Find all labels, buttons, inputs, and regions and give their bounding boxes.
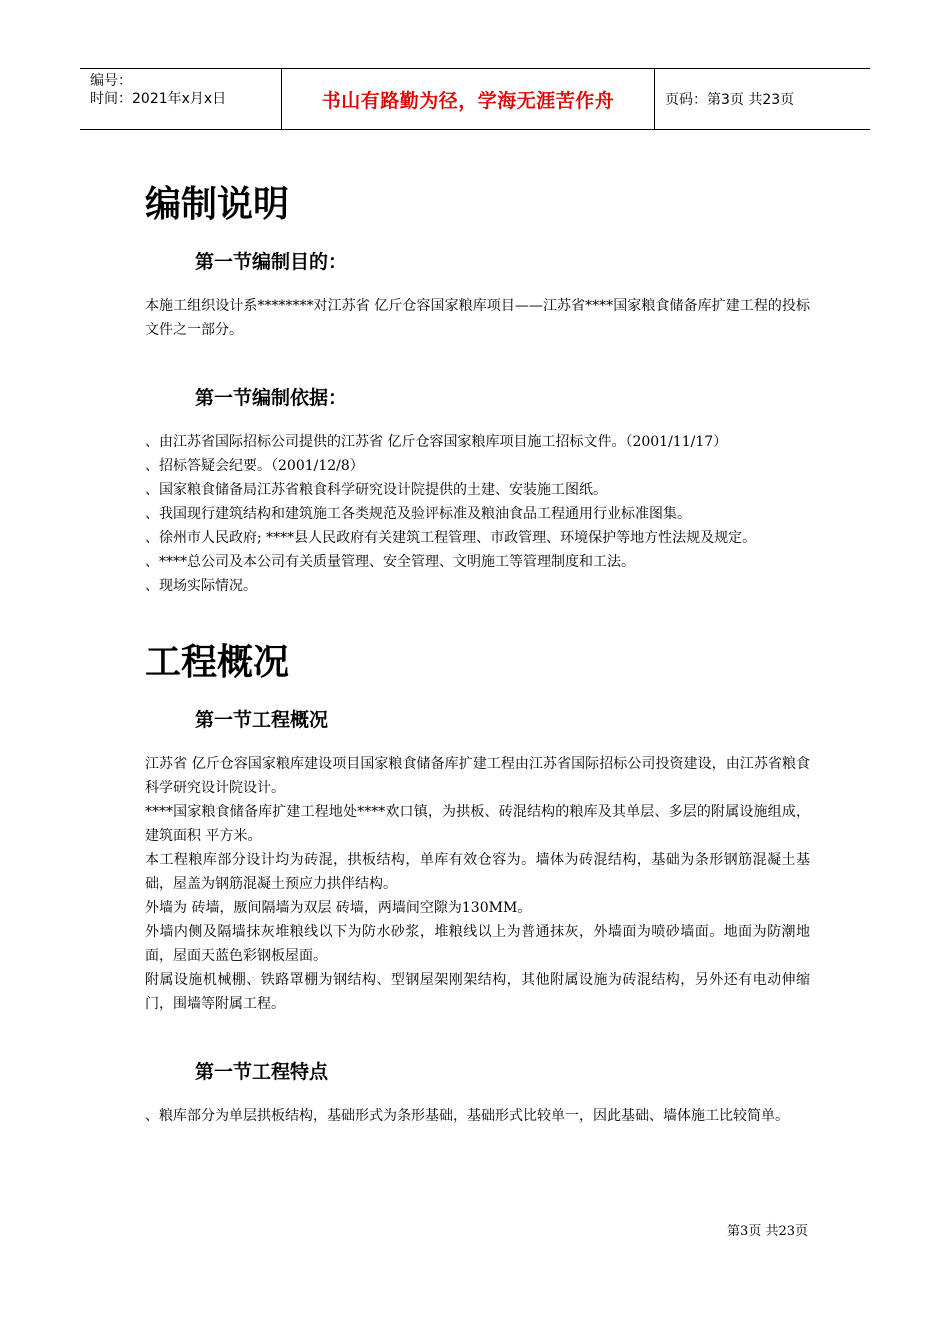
document-number-label: 编号： [90, 73, 132, 89]
paragraph: 本工程粮库部分设计均为砖混，拱板结构，单库有效仓容为。墙体为砖混结构，基础为条形钢筋混凝土基础，屋盖为钢筋混凝土预应力拱伴结构。 [145, 852, 810, 892]
list-item: 、由江苏省国际招标公司提供的江苏省 亿斤仓容国家粮库项目施工招标文件。（2001/11/17） [145, 434, 728, 450]
subsection-title-overview: 第一节工程概况 [195, 709, 329, 731]
header-motto: 书山有路勤为径，学海无涯苦作舟 [282, 69, 655, 129]
paragraph: ****国家粮食储备库扩建工程地处****欢口镇，为拱板、砖混结构的粮库及其单层、多层的附属设施组成，建筑面积 平方米。 [145, 804, 810, 844]
list-item: 、国家粮食储备局江苏省粮食科学研究设计院提供的土建、安装施工图纸。 [145, 482, 607, 498]
section-title-compilation: 编制说明 [145, 184, 290, 225]
list-item: 、我国现行建筑结构和建筑施工各类规范及验评标准及粮油食品工程通用行业标准图集。 [145, 506, 691, 522]
paragraph: 外墙为 砖墙，厫间隔墙为双层 砖墙，两墙间空隙为130MM。 [145, 900, 532, 916]
document-time-label: 时间：2021年x月x日 [90, 91, 227, 107]
header-left-cell [80, 69, 282, 129]
list-item: 、徐州市人民政府; ****县人民政府有关建筑工程管理、市政管理、环境保护等地方性法规及规定。 [145, 530, 757, 546]
list-item: 、现场实际情况。 [145, 578, 257, 594]
subsection-title-basis: 第一节编制依据： [195, 387, 348, 409]
paragraph: 附属设施机械棚、铁路罩棚为钢结构、型钢屋架刚架结构，其他附属设施为砖混结构，另外还有电动伸缩门，围墙等附属工程。 [145, 972, 810, 1012]
list-item: 、****总公司及本公司有关质量管理、安全管理、文明施工等管理制度和工法。 [145, 554, 635, 570]
document-body [145, 170, 810, 1128]
section-title-overview: 工程概况 [145, 642, 290, 683]
paragraph: 本施工组织设计系********对江苏省 亿斤仓容国家粮库项目——江苏省****国家粮食储备库扩建工程的投标文件之一部分。 [145, 298, 810, 338]
paragraph: 外墙内侧及隔墙抹灰堆粮线以下为防水砂浆，堆粮线以上为普通抹灰，外墙面为喷砂墙面。地面为防潮地面，屋面天蓝色彩钢板屋面。 [145, 924, 810, 964]
paragraph: 江苏省 亿斤仓容国家粮库建设项目国家粮食储备库扩建工程由江苏省国际招标公司投资建设，由江苏省粮食科学研究设计院设计。 [145, 756, 810, 796]
subsection-title-purpose: 第一节编制目的： [195, 251, 348, 273]
page-footer: 第3页 共23页 [727, 1224, 808, 1239]
page-header [80, 68, 870, 130]
header-page-label: 页码：第3页 共23页 [665, 92, 795, 108]
list-item: 、招标答疑会纪要。（2001/12/8） [145, 458, 364, 474]
paragraph: 、粮库部分为单层拱板结构，基础形式为条形基础，基础形式比较单一，因此基础、墙体施工比较简单。 [145, 1108, 789, 1124]
subsection-title-features: 第一节工程特点 [195, 1061, 329, 1083]
